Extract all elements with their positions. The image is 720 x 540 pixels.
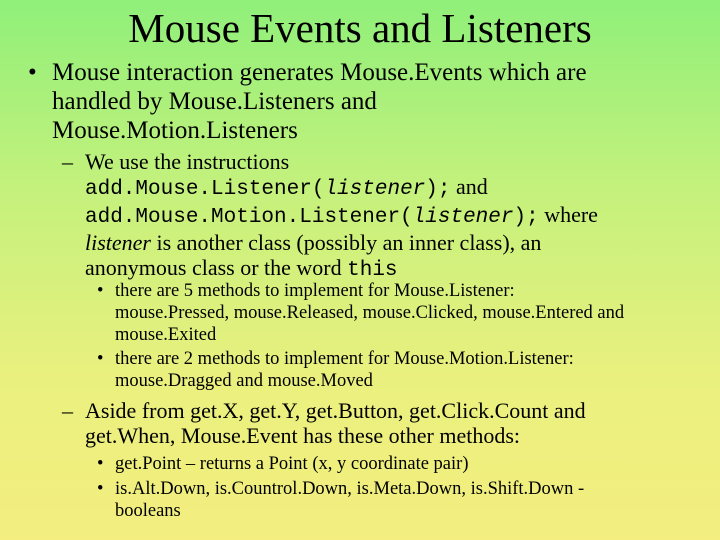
bullet-line: Mouse interaction generates Mouse.Events which are [52, 59, 587, 86]
code-arg: listener [412, 206, 514, 229]
dash-marker: – [62, 398, 73, 423]
bullet-marker: • [97, 479, 104, 499]
bullet-line: there are 5 methods to implement for Mouse.Listener: [115, 281, 515, 301]
bullet-line: get.When, Mouse.Event has these other methods: [85, 423, 521, 448]
sub-sub-bullet-getpoint [115, 453, 468, 475]
bullet-text: and [450, 174, 488, 199]
sub-sub-bullet-mousemotionlistener [115, 348, 574, 392]
bullet-marker: • [97, 349, 104, 369]
bullet-main-text [52, 58, 587, 145]
code-text: ); [513, 206, 539, 229]
code-text: add.Mouse.Listener( [85, 178, 325, 201]
bullet-text: anonymous class or the word [85, 255, 348, 280]
bullet-line: booleans [115, 501, 181, 521]
code-this: this [347, 259, 398, 282]
code-line [85, 174, 598, 202]
bullet-line: Mouse.Motion.Listeners [52, 117, 298, 144]
code-arg: listener [324, 178, 426, 201]
sub-sub-bullet-mouselistener [115, 280, 624, 346]
listener-word: listener [85, 230, 151, 255]
slide-title: Mouse Events and Listeners [128, 5, 592, 51]
sub-bullet-instructions [85, 149, 598, 283]
code-line [85, 202, 598, 230]
bullet-line: mouse.Dragged and mouse.Moved [115, 371, 373, 391]
bullet-line: Aside from get.X, get.Y, get.Button, get.Click.Count and [85, 398, 586, 423]
bullet-line: is.Alt.Down, is.Countrol.Down, is.Meta.Down, is.Shift.Down - [115, 479, 585, 499]
code-text: ); [425, 178, 451, 201]
bullet-line [85, 230, 598, 255]
bullet-line: We use the instructions [85, 149, 290, 174]
bullet-line: handled by Mouse.Listeners and [52, 88, 377, 115]
bullet-line: get.Point – returns a Point (x, y coordinate pair) [115, 454, 469, 474]
sub-bullet-mouseevent-methods [85, 398, 586, 448]
bullet-line [85, 255, 598, 283]
bullet-line: mouse.Exited [115, 325, 217, 345]
bullet-marker: • [28, 59, 37, 86]
bullet-line: mouse.Pressed, mouse.Released, mouse.Clicked, mouse.Entered and [115, 303, 625, 323]
bullet-line: there are 2 methods to implement for Mouse.Motion.Listener: [115, 349, 574, 369]
bullet-text: where [538, 202, 598, 227]
bullet-text: is another class (possibly an inner class), an [151, 230, 542, 255]
dash-marker: – [62, 149, 73, 174]
code-text: add.Mouse.Motion.Listener( [85, 206, 413, 229]
sub-sub-bullet-booleans [115, 478, 584, 522]
bullet-marker: • [97, 454, 104, 474]
bullet-marker: • [97, 281, 104, 301]
